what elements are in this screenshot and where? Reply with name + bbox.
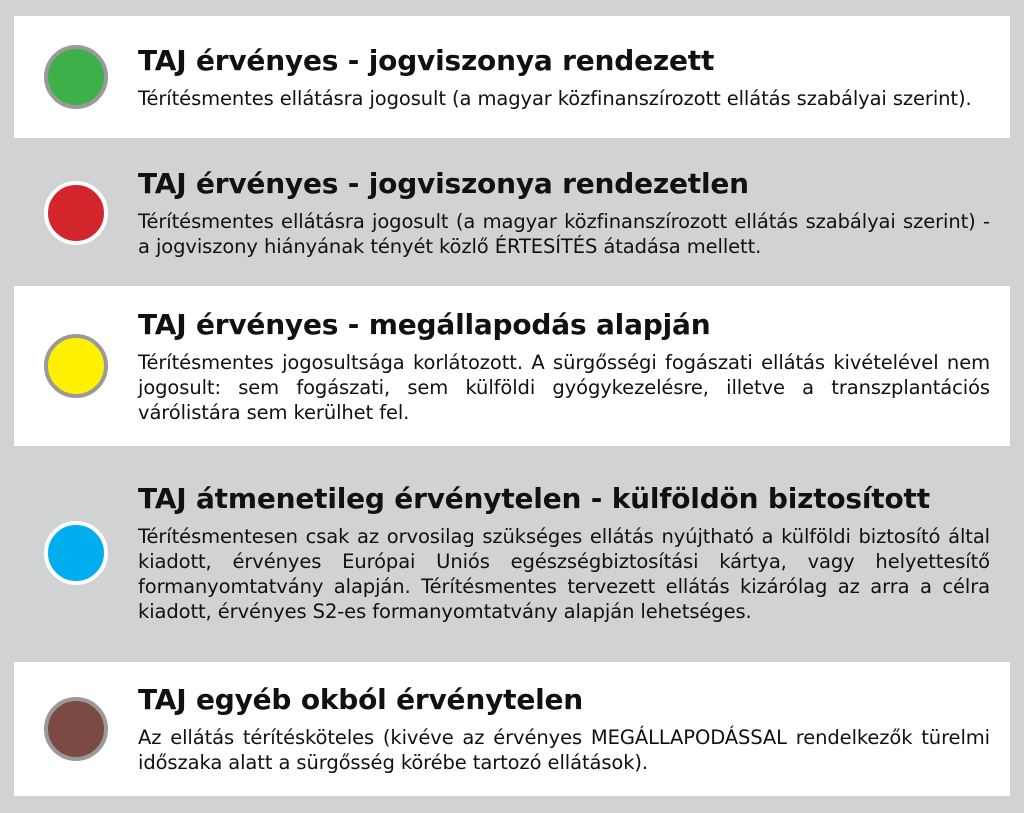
brown-circle-icon xyxy=(44,697,108,761)
yellow-circle-icon xyxy=(44,334,108,398)
status-indicator xyxy=(14,334,138,398)
red-circle-icon xyxy=(44,181,108,245)
status-row-valid-unsettled xyxy=(14,148,1010,278)
green-circle-icon xyxy=(44,45,108,109)
blue-circle-icon xyxy=(44,521,108,585)
status-title: TAJ egyéb okból érvénytelen xyxy=(138,683,584,716)
status-description: Térítésmentes jogosultsága korlátozott. A sürgősségi fogászati ellátás kivételével nem jogosult: sem fogászati, sem külföldi gyógykezelésre, illetve a transzplantációs várólistára sem kerülhet fel. xyxy=(138,350,990,424)
status-title: TAJ érvényes - jogviszonya rendezetlen xyxy=(138,167,749,200)
status-title: TAJ érvényes - megállapodás alapján xyxy=(138,307,711,341)
status-description: Térítésmentes ellátásra jogosult (a magyar közfinanszírozott ellátás szabályai szerint). xyxy=(138,86,972,110)
status-indicator xyxy=(14,45,138,109)
status-row-temporarily-invalid xyxy=(14,455,1010,650)
status-row-valid-agreement xyxy=(14,286,1010,446)
status-description: Térítésmentesen csak az orvosilag szükséges ellátás nyújtható a külföldi biztosító által kiadott, érvényes Európai Uniós egészségbiztosítási kártya, vagy helyettesítő formanyomtatvány alapján. Térítésmentes tervezett ellátás kizárólag az arra a célra kiadott, érvényes S2-es formanyomtatvány alapján lehetséges. xyxy=(138,524,990,623)
status-indicator xyxy=(14,697,138,761)
status-row-invalid-other xyxy=(14,662,1010,796)
status-description: Térítésmentes ellátásra jogosult (a magyar közfinanszírozott ellátás szabályai szerint) - a jogviszony hiányának tényét közlő ÉRTESÍTÉS átadása mellett. xyxy=(138,210,990,258)
status-indicator xyxy=(14,181,138,245)
status-description: Az ellátás térítésköteles (kivéve az érvényes MEGÁLLAPODÁSSAL rendelkezők türelmi időszaka alatt a sürgősség körébe tartozó ellátások). xyxy=(138,726,990,774)
status-title: TAJ átmenetileg érvénytelen - külföldön biztosított xyxy=(138,481,930,515)
status-indicator xyxy=(14,521,138,585)
status-title: TAJ érvényes - jogviszonya rendezett xyxy=(138,43,715,77)
status-row-valid-settled xyxy=(14,16,1010,138)
